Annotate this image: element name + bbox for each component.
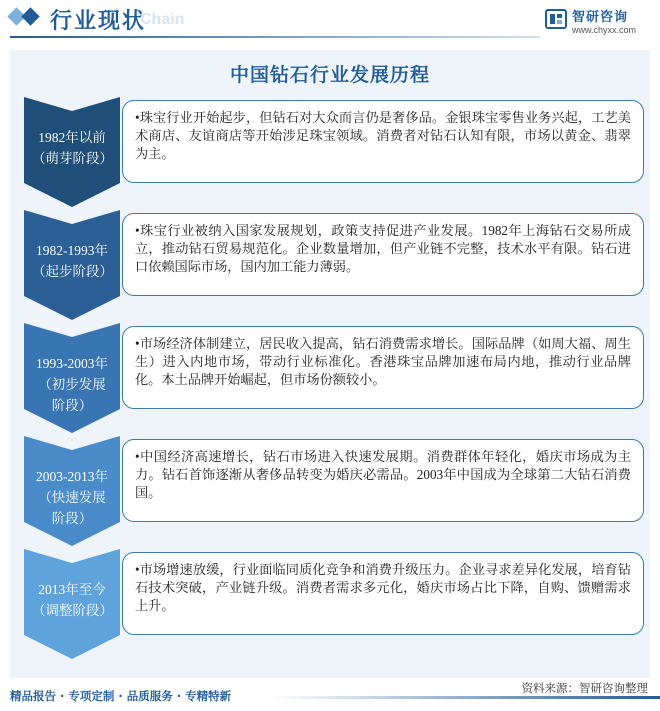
stage-phase: （快速发展阶段）: [38, 490, 106, 526]
stage-description: •中国经济高速增长，钻石市场进入快速发展期。消费群体年轻化，婚庆市场成为主力。钻石首饰逐渐从奢侈品转变为婚庆必需品。2003年中国成为全球第二大钻石消费国。: [135, 449, 631, 500]
timeline-panel: [10, 50, 650, 678]
stage-chevron: [24, 436, 120, 546]
page-header: [0, 0, 660, 40]
timeline-stage: [24, 323, 644, 433]
timeline-stage: [24, 549, 644, 659]
stage-phase: （萌芽阶段）: [32, 151, 113, 166]
stage-period: 1982年以前: [38, 130, 106, 145]
stage-description: •珠宝行业被纳入国家发展规划，政策支持促进产业发展。1982年上海钻石交易所成立，推动钻石贸易规范化。企业数量增加，但产业链不完整，技术水平有限。钻石进口依赖国际市场，国内加工能力薄弱。: [135, 223, 631, 274]
brand-logo-icon: [545, 8, 567, 30]
brand-name: 智研咨询: [572, 10, 629, 25]
stage-phase: （调整阶段）: [32, 603, 113, 618]
section-title: 行业现状: [50, 9, 147, 34]
brand-url: www.chyxx.com: [572, 25, 637, 35]
stage-period: 2013年至今: [38, 582, 106, 597]
stage-period: 2003-2013年: [36, 469, 108, 484]
stage-chevron: [24, 549, 120, 659]
stage-description-box: [122, 213, 644, 296]
footer-bar: [270, 696, 660, 699]
stage-chevron: [24, 97, 120, 207]
page-footer: [0, 688, 660, 711]
stage-description: •珠宝行业开始起步，但钻石对大众而言仍是奢侈品。金银珠宝零售业务兴起，工艺美术商店、友谊商店等开始涉足珠宝领域。消费者对钻石认知有限，市场以黄金、翡翠为主。: [135, 110, 631, 161]
stage-description-box: [122, 552, 644, 635]
header-rule: [10, 36, 540, 38]
stage-description-box: [122, 326, 644, 409]
timeline-stage: [24, 97, 644, 207]
stage-period: 1993-2003年: [36, 356, 108, 371]
footer-services: 精品报告 · 专项定制 · 品质服务 · 专精特新: [10, 689, 232, 703]
stage-description: •市场增速放缓，行业面临同质化竞争和消费升级压力。企业寻求差异化发展，培育钻石技术突破，产业链升级。消费者需求多元化，婚庆市场占比下降，自购、馈赠需求上升。: [135, 562, 631, 613]
stage-phase: （初步发展阶段）: [38, 377, 106, 413]
stage-chevron: [24, 210, 120, 320]
brand-logo[interactable]: [545, 6, 650, 40]
stage-description: •市场经济体制建立，居民收入提高，钻石消费需求增长。国际品牌（如周大福、周生生）进入内地市场，带动行业标准化。香港珠宝品牌加速布局内地，推动行业品牌化。本土品牌开始崛起，但市场份额较小。: [135, 336, 631, 387]
timeline-stage: [24, 436, 644, 546]
stage-description-box: [122, 100, 644, 183]
stage-phase: （起步阶段）: [32, 264, 113, 279]
section-title-watermark: Chain: [140, 11, 185, 28]
stage-chevron: [24, 323, 120, 433]
data-source: 资料来源：智研咨询整理: [521, 681, 648, 695]
timeline-title: 中国钻石行业发展历程: [229, 64, 430, 86]
stage-period: 1982-1993年: [36, 243, 108, 258]
stage-description-box: [122, 439, 644, 522]
timeline-stage: [24, 210, 644, 320]
